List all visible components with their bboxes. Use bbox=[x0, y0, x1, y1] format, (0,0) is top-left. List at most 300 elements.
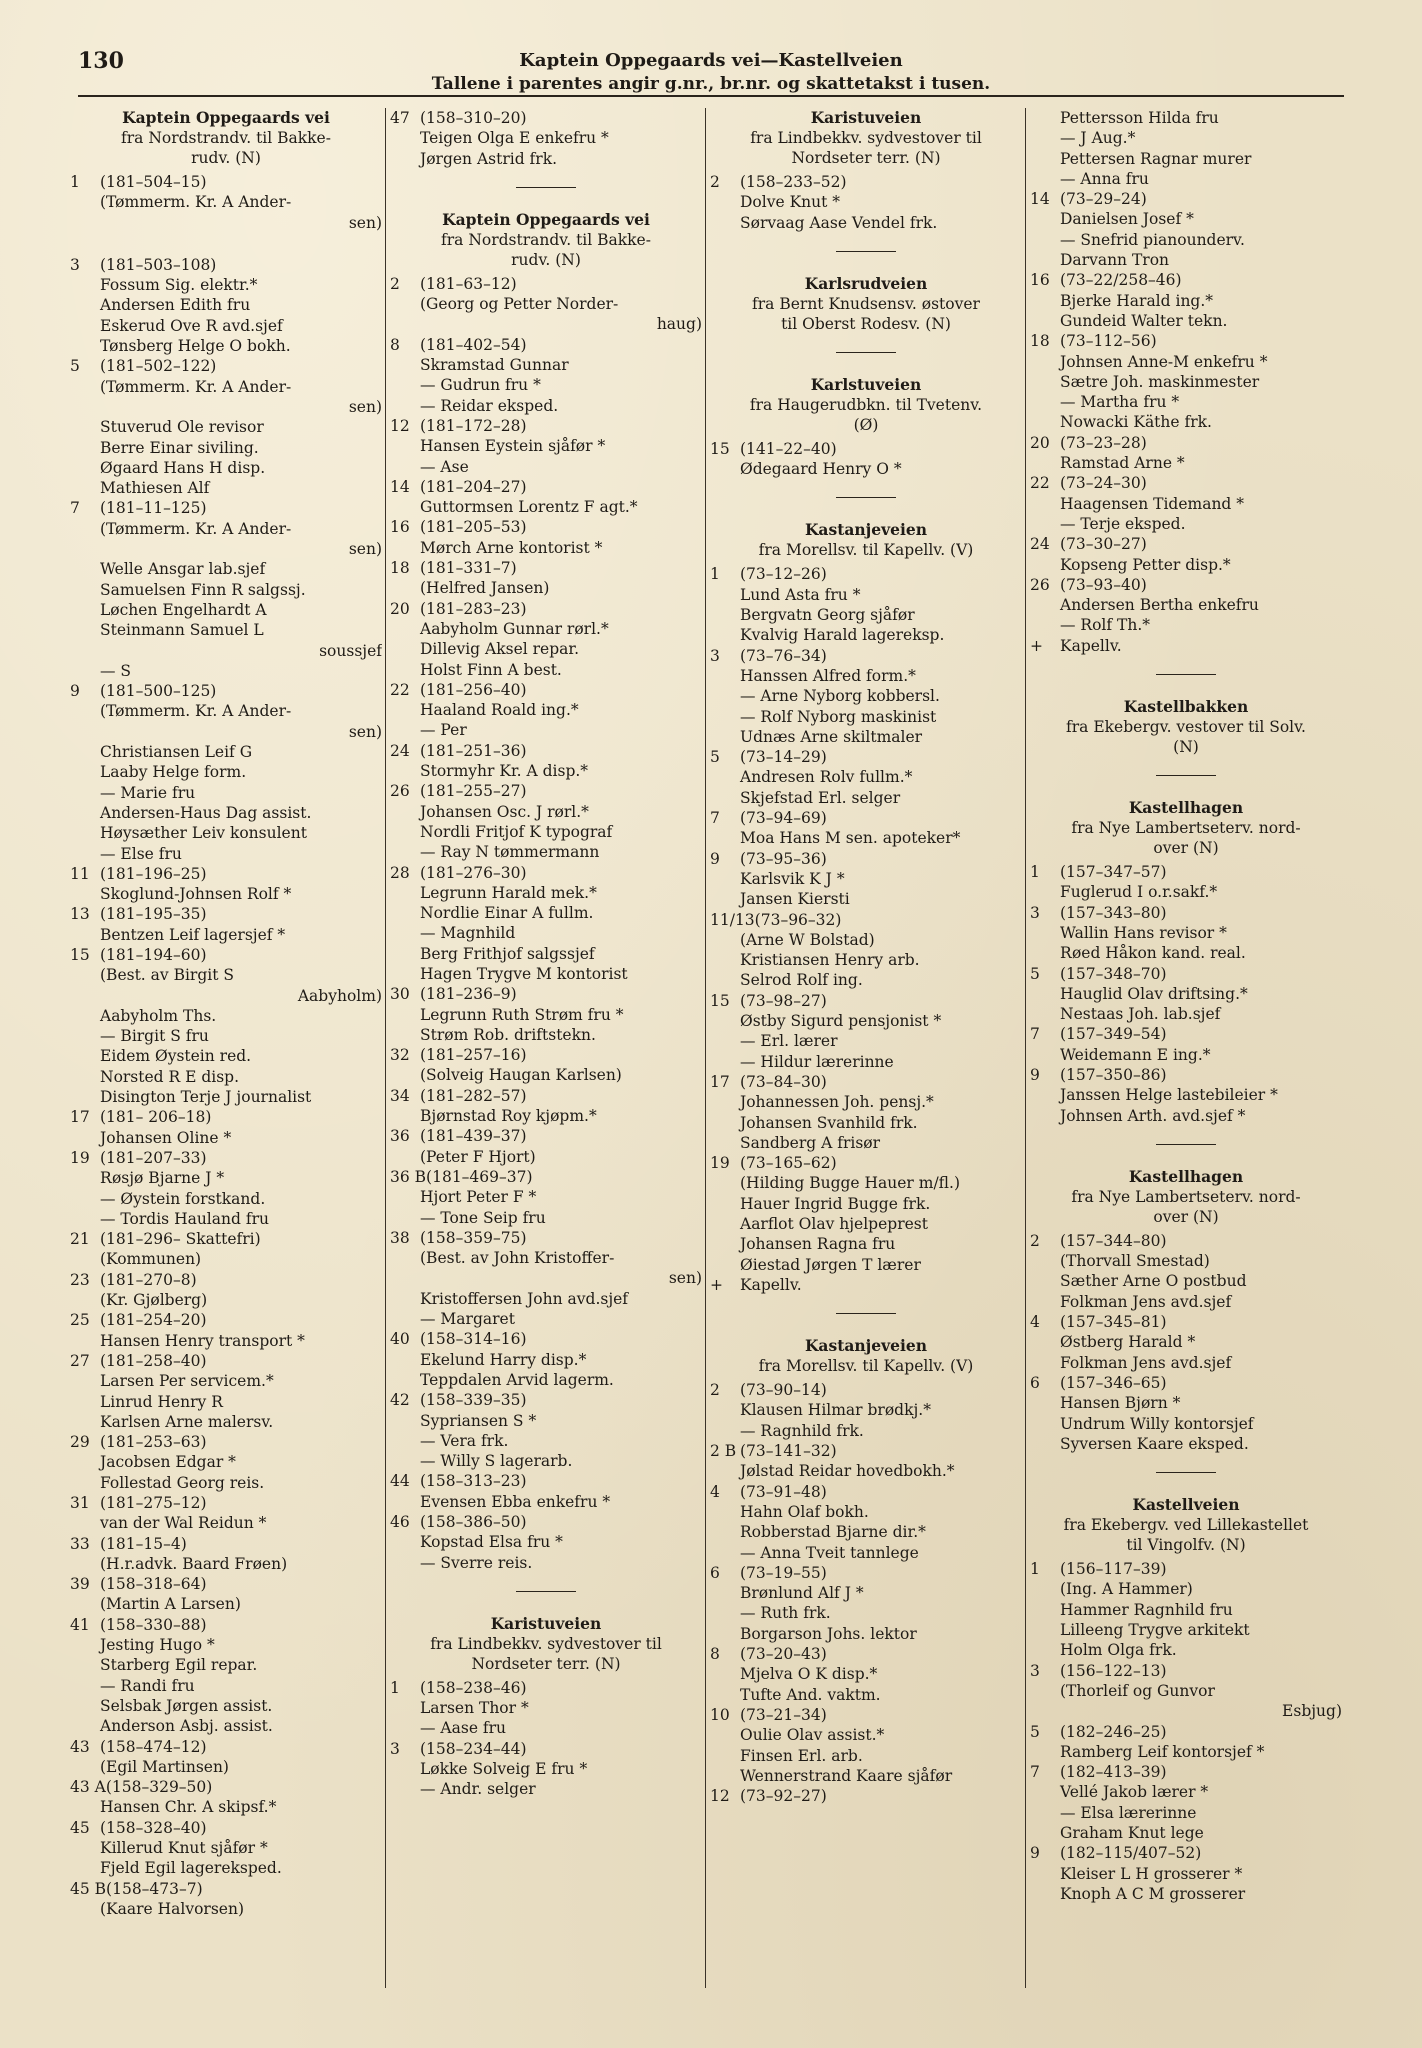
directory-entry bbox=[1030, 1884, 1342, 1904]
entry-continuation: soussjef bbox=[319, 641, 382, 660]
directory-entry bbox=[70, 438, 382, 458]
directory-entry bbox=[710, 849, 1022, 869]
directory-entry bbox=[1030, 1414, 1342, 1434]
entry-continuation: Aabyholm) bbox=[297, 986, 382, 1005]
section-divider bbox=[836, 1313, 896, 1314]
directory-entry bbox=[1030, 1292, 1342, 1312]
resident-name: Mørch Arne kontorist * bbox=[420, 538, 603, 557]
page-title: Kaptein Oppegaards vei—Kastellveien bbox=[519, 50, 903, 71]
entry-text: (181–11–125) bbox=[100, 499, 207, 518]
resident-name: Hansen Henry transport * bbox=[100, 1331, 305, 1350]
street-description: over (N) bbox=[1153, 1207, 1219, 1226]
resident-name: — Tordis Hauland fru bbox=[100, 1209, 269, 1228]
entry-text: (73–141–32) bbox=[740, 1442, 837, 1461]
resident-name: Holst Finn A best. bbox=[420, 660, 562, 679]
directory-entry bbox=[390, 1471, 702, 1491]
resident-name: (Kr. Gjølberg) bbox=[100, 1291, 208, 1310]
house-number: 3 bbox=[1030, 1661, 1040, 1680]
resident-name: Stormyhr Kr. A disp.* bbox=[420, 762, 589, 781]
directory-entry bbox=[710, 192, 1022, 212]
resident-name: Weidemann E ing.* bbox=[1060, 1045, 1211, 1064]
house-number: 2 bbox=[1030, 1231, 1040, 1250]
directory-entry bbox=[70, 1026, 382, 1046]
entry-text: (73–29–24) bbox=[1060, 190, 1147, 209]
house-number: 16 bbox=[390, 518, 410, 537]
directory-entry bbox=[1030, 1579, 1342, 1599]
resident-name: Johansen Osc. J rørl.* bbox=[420, 802, 589, 821]
directory-entry bbox=[390, 517, 702, 537]
resident-name: Mathiesen Alf bbox=[100, 479, 210, 498]
directory-entry bbox=[1030, 412, 1342, 432]
directory-entry bbox=[70, 1006, 382, 1026]
directory-entry bbox=[710, 1664, 1022, 1684]
directory-entry bbox=[390, 720, 702, 740]
street-description: fra Lindbekkv. sydvestover til bbox=[430, 1634, 662, 1653]
directory-entry bbox=[390, 761, 702, 781]
directory-entry bbox=[710, 707, 1022, 727]
resident-name: Oulie Olav assist.* bbox=[740, 1726, 885, 1745]
entry-text: (73–96–32) bbox=[754, 910, 842, 929]
resident-name: Ramstad Arne * bbox=[1060, 454, 1185, 473]
house-number: 7 bbox=[70, 499, 80, 518]
entry-text: (181–196–25) bbox=[100, 864, 207, 883]
entry-text: (73–165–62) bbox=[740, 1154, 837, 1173]
directory-entry bbox=[70, 1249, 382, 1269]
directory-entry bbox=[1030, 1701, 1342, 1721]
house-number: 9 bbox=[1030, 1844, 1040, 1863]
directory-entry bbox=[70, 1331, 382, 1351]
street-description: fra Ekebergv. ved Lillekastellet bbox=[1063, 1516, 1309, 1535]
directory-entry bbox=[1030, 1065, 1342, 1085]
directory-entry bbox=[390, 1718, 702, 1738]
directory-entry bbox=[390, 538, 702, 558]
directory-entry bbox=[390, 396, 702, 416]
directory-entry bbox=[70, 620, 382, 640]
resident-name: Johansen Ragna fru bbox=[740, 1235, 896, 1254]
resident-name: Legrunn Ruth Strøm fru * bbox=[420, 1005, 624, 1024]
street-description: Nordseter terr. (N) bbox=[791, 149, 941, 167]
entry-text: (73–92–27) bbox=[740, 1787, 827, 1806]
resident-name: Christiansen Leif G bbox=[100, 743, 253, 762]
entry-text: (73–14–29) bbox=[740, 748, 827, 767]
directory-entry bbox=[70, 1899, 382, 1919]
directory-entry bbox=[1030, 392, 1342, 412]
house-number: 22 bbox=[1030, 474, 1050, 493]
directory-entry bbox=[1030, 1864, 1342, 1884]
directory-entry bbox=[1030, 108, 1342, 128]
resident-name: Dolve Knut * bbox=[740, 193, 841, 212]
directory-entry bbox=[70, 580, 382, 600]
directory-entry bbox=[390, 680, 702, 700]
directory-entry bbox=[70, 1310, 382, 1330]
resident-name: Øgaard Hans H disp. bbox=[100, 458, 266, 477]
resident-name: — Erl. lærer bbox=[740, 1032, 838, 1051]
resident-name: (Best. av Birgit S bbox=[100, 966, 234, 985]
house-number: 20 bbox=[390, 599, 410, 618]
house-number: 14 bbox=[390, 477, 410, 496]
resident-name: Østberg Harald * bbox=[1060, 1333, 1196, 1352]
directory-entry bbox=[710, 1522, 1022, 1542]
directory-entry bbox=[710, 1766, 1022, 1786]
house-number: 31 bbox=[70, 1494, 90, 1512]
resident-name: Finsen Erl. arb. bbox=[740, 1746, 863, 1765]
entry-text: (157–349–54) bbox=[1060, 1025, 1167, 1044]
resident-name: Killerud Knut sjåfør * bbox=[100, 1839, 268, 1858]
street-name: Karistuveien bbox=[490, 1613, 602, 1633]
house-number: 13 bbox=[70, 905, 90, 924]
directory-entry bbox=[710, 727, 1022, 747]
resident-name: Jørgen Astrid frk. bbox=[420, 149, 558, 168]
resident-name: Evensen Ebba enkefru * bbox=[420, 1492, 611, 1511]
entry-text: (181–504–15) bbox=[100, 173, 207, 191]
directory-entry bbox=[710, 1421, 1022, 1441]
directory-entry bbox=[390, 149, 702, 169]
house-number: 1 bbox=[390, 1678, 400, 1697]
resident-name: Ekelund Harry disp.* bbox=[420, 1350, 587, 1369]
directory-entry bbox=[1030, 1251, 1342, 1271]
house-number: + bbox=[1030, 636, 1043, 655]
entry-text: (158–330–88) bbox=[100, 1615, 207, 1634]
street-name: Karlsrudveien bbox=[804, 273, 928, 293]
street-description: fra Morellsv. til Kapellv. (V) bbox=[758, 541, 974, 560]
directory-entry bbox=[70, 1452, 382, 1472]
directory-entry bbox=[390, 1086, 702, 1106]
directory-entry bbox=[70, 559, 382, 579]
entry-text: (73–22/258–46) bbox=[1060, 271, 1182, 290]
directory-entry bbox=[1030, 1559, 1342, 1579]
directory-entry bbox=[390, 274, 702, 294]
resident-name: — Marie fru bbox=[100, 783, 196, 802]
house-number: 3 bbox=[710, 646, 720, 665]
directory-entry bbox=[390, 883, 702, 903]
directory-entry bbox=[390, 375, 702, 395]
house-number: 23 bbox=[70, 1270, 90, 1289]
house-number: 19 bbox=[70, 1148, 90, 1167]
directory-entry bbox=[390, 1759, 702, 1779]
directory-entry bbox=[1030, 1661, 1342, 1681]
directory-entry bbox=[70, 498, 382, 518]
resident-name: Folkman Jens avd.sjef bbox=[1060, 1292, 1232, 1311]
entry-text: (141–22–40) bbox=[740, 439, 837, 458]
resident-name: Andersen-Haus Dag assist. bbox=[100, 803, 312, 822]
house-number: 6 bbox=[710, 1563, 720, 1582]
resident-name: (Peter F Hjort) bbox=[420, 1147, 536, 1166]
entry-text: (181–331–7) bbox=[420, 559, 517, 578]
directory-entry bbox=[390, 781, 702, 801]
house-number: 24 bbox=[1030, 535, 1050, 554]
resident-name: Sætre Joh. maskinmester bbox=[1060, 372, 1260, 391]
directory-entry bbox=[70, 519, 382, 539]
directory-entry bbox=[70, 356, 382, 376]
resident-name: Undrum Willy kontorsjef bbox=[1060, 1414, 1254, 1433]
resident-name: Aabyholm Ths. bbox=[100, 1006, 217, 1025]
house-number: 15 bbox=[70, 945, 90, 964]
entry-text: (181–253–63) bbox=[100, 1433, 207, 1452]
street-heading bbox=[1030, 1495, 1342, 1555]
resident-name: Jesting Hugo * bbox=[100, 1636, 215, 1655]
resident-name: Strøm Rob. driftstekn. bbox=[420, 1025, 596, 1044]
entry-text: (73–98–27) bbox=[740, 991, 827, 1010]
directory-entry bbox=[1030, 903, 1342, 923]
house-number: 34 bbox=[390, 1086, 410, 1105]
resident-name: Eskerud Ove R avd.sjef bbox=[100, 316, 283, 335]
house-number: 15 bbox=[710, 439, 730, 458]
directory-entry bbox=[1030, 149, 1342, 169]
resident-name: Welle Ansgar lab.sjef bbox=[100, 560, 266, 579]
directory-entry bbox=[70, 844, 382, 864]
entry-text: (181–402–54) bbox=[420, 335, 527, 354]
directory-entry bbox=[70, 1189, 382, 1209]
house-number: 36 bbox=[390, 1127, 410, 1146]
resident-name: Kristoffersen John avd.sjef bbox=[420, 1289, 629, 1308]
directory-entry bbox=[70, 965, 382, 985]
resident-name: Samuelsen Finn R salgssj. bbox=[100, 580, 306, 599]
directory-entry bbox=[70, 1513, 382, 1533]
entry-text: (156–117–39) bbox=[1060, 1560, 1167, 1579]
resident-name: Hauglid Olav driftsing.* bbox=[1060, 984, 1248, 1003]
directory-entry bbox=[70, 1838, 382, 1858]
resident-name: — Terje eksped. bbox=[1060, 514, 1186, 533]
directory-entry bbox=[390, 1532, 702, 1552]
house-number: 4 bbox=[710, 1482, 720, 1501]
resident-name: Hahn Olaf bokh. bbox=[740, 1502, 869, 1521]
directory-entry bbox=[710, 1052, 1022, 1072]
directory-entry bbox=[710, 1603, 1022, 1623]
resident-name: (Tømmerm. Kr. A Ander- bbox=[100, 702, 292, 721]
entry-text: (158–328–40) bbox=[100, 1818, 207, 1837]
directory-entry bbox=[390, 1779, 702, 1799]
directory-entry bbox=[710, 1543, 1022, 1563]
section-divider bbox=[1156, 674, 1216, 675]
resident-name: Løkke Solveig E fru * bbox=[420, 1760, 588, 1779]
directory-entry bbox=[710, 930, 1022, 950]
resident-name: — Margaret bbox=[420, 1310, 515, 1329]
resident-name: — Anna Tveit tannlege bbox=[740, 1543, 919, 1562]
house-number: 41 bbox=[70, 1615, 90, 1634]
resident-name: Eidem Øystein red. bbox=[100, 1047, 252, 1066]
directory-entry bbox=[710, 625, 1022, 645]
resident-name: Vellé Jakob lærer * bbox=[1060, 1783, 1209, 1802]
resident-name: Jacobsen Edgar * bbox=[100, 1453, 236, 1472]
house-number: 3 bbox=[70, 255, 80, 274]
house-number: 20 bbox=[1030, 433, 1050, 452]
entry-text: (181–195–35) bbox=[100, 905, 207, 924]
house-number: 5 bbox=[710, 748, 720, 767]
resident-name: Hansen Chr. A skipsf.* bbox=[100, 1798, 277, 1817]
entry-text: (181–15–4) bbox=[100, 1534, 187, 1553]
entry-text: (181–270–8) bbox=[100, 1270, 197, 1289]
resident-name: Berg Frithjof salgssjef bbox=[420, 944, 595, 963]
street-name: Kastellveien bbox=[1132, 1495, 1240, 1515]
entry-text: (158–474–12) bbox=[100, 1737, 207, 1756]
house-number: 26 bbox=[1030, 575, 1050, 594]
resident-name: Steinmann Samuel L bbox=[100, 621, 264, 640]
house-number: 17 bbox=[70, 1108, 90, 1127]
directory-entry bbox=[390, 984, 702, 1004]
directory-entry bbox=[70, 1148, 382, 1168]
page-header bbox=[78, 44, 1344, 96]
directory-entry bbox=[1030, 352, 1342, 372]
directory-entry bbox=[710, 1461, 1022, 1481]
resident-name: Starberg Egil repar. bbox=[100, 1656, 258, 1675]
entry-continuation: sen) bbox=[668, 1269, 702, 1288]
house-number: 16 bbox=[1030, 271, 1050, 290]
directory-entry bbox=[70, 316, 382, 336]
directory-entry bbox=[390, 578, 702, 598]
resident-name: Stuverud Ole revisor bbox=[100, 418, 264, 437]
resident-name: — Tone Seip fru bbox=[420, 1208, 546, 1227]
resident-name: Bjerke Harald ing.* bbox=[1060, 291, 1214, 310]
directory-entry bbox=[70, 1046, 382, 1066]
directory-entry bbox=[70, 336, 382, 356]
street-heading bbox=[710, 108, 1022, 168]
directory-entry bbox=[390, 1106, 702, 1126]
directory-entry bbox=[70, 1818, 382, 1838]
directory-entry bbox=[70, 600, 382, 620]
resident-name: Kopseng Petter disp.* bbox=[1060, 555, 1231, 574]
house-number: 5 bbox=[1030, 964, 1040, 983]
street-heading bbox=[1030, 1167, 1342, 1227]
section-divider bbox=[1156, 1472, 1216, 1473]
entry-text: (181–207–33) bbox=[100, 1148, 207, 1167]
directory-entry bbox=[390, 108, 702, 128]
directory-entry bbox=[70, 1655, 382, 1675]
directory-entry bbox=[70, 864, 382, 884]
resident-name: Nordli Fritjof K typograf bbox=[420, 822, 613, 841]
resident-name: Hammer Ragnhild fru bbox=[1060, 1600, 1233, 1619]
resident-name: Hanssen Alfred form.* bbox=[740, 666, 916, 685]
resident-name: Johnsen Arth. avd.sjef * bbox=[1060, 1106, 1246, 1125]
entry-text: (73–84–30) bbox=[740, 1072, 827, 1091]
directory-entry bbox=[70, 722, 382, 742]
directory-entry bbox=[710, 788, 1022, 808]
entry-text: (158–386–50) bbox=[420, 1513, 527, 1531]
directory-entry bbox=[390, 660, 702, 680]
directory-entry bbox=[390, 923, 702, 943]
directory-entry bbox=[1030, 1004, 1342, 1024]
resident-name: Sypriansen S * bbox=[420, 1411, 537, 1430]
street-description: fra Bernt Knudsensv. østover bbox=[752, 294, 980, 313]
directory-entry bbox=[710, 747, 1022, 767]
directory-entry bbox=[710, 605, 1022, 625]
directory-entry bbox=[390, 1268, 702, 1288]
directory-entry bbox=[710, 1031, 1022, 1051]
house-number: 24 bbox=[390, 741, 410, 760]
house-number: 11/13 bbox=[710, 910, 755, 929]
resident-name: Fjeld Egil lagereksped. bbox=[100, 1859, 282, 1878]
resident-name: Ødegaard Henry O * bbox=[740, 460, 902, 479]
directory-entry bbox=[1030, 1434, 1342, 1454]
resident-name: (Tømmerm. Kr. A Ander- bbox=[100, 377, 292, 396]
resident-name: Guttormsen Lorentz F agt.* bbox=[420, 498, 638, 517]
entry-text: (73–95–36) bbox=[740, 849, 827, 868]
directory-entry bbox=[1030, 1271, 1342, 1291]
resident-name: Larsen Per servicem.* bbox=[100, 1372, 274, 1391]
directory-entry bbox=[70, 1574, 382, 1594]
entry-text: (157–344–80) bbox=[1060, 1231, 1167, 1250]
resident-name: Graham Knut lege bbox=[1060, 1824, 1204, 1842]
resident-name: Jølstad Reidar hovedbokh.* bbox=[740, 1462, 955, 1481]
entry-text: (158–339–35) bbox=[420, 1391, 527, 1410]
directory-entry bbox=[70, 1635, 382, 1655]
resident-name: Johansen Oline * bbox=[100, 1128, 232, 1147]
directory-entry bbox=[710, 889, 1022, 909]
directory-entry bbox=[390, 128, 702, 148]
directory-entry bbox=[710, 1583, 1022, 1603]
resident-name: Hauer Ingrid Bugge frk. bbox=[740, 1194, 931, 1213]
section-divider bbox=[1156, 1144, 1216, 1145]
directory-entry bbox=[710, 172, 1022, 192]
resident-name: Berre Einar siviling. bbox=[100, 438, 259, 457]
street-heading bbox=[1030, 697, 1342, 757]
entry-text: (181–439–37) bbox=[420, 1127, 527, 1146]
house-number: 8 bbox=[390, 335, 400, 354]
street-name: Kastellhagen bbox=[1128, 798, 1244, 818]
house-number: 9 bbox=[710, 849, 720, 868]
directory-entry bbox=[1030, 433, 1342, 453]
resident-name: Aabyholm Gunnar rørl.* bbox=[420, 619, 609, 638]
resident-name: Haaland Roald ing.* bbox=[420, 701, 579, 720]
directory-entry bbox=[710, 1133, 1022, 1153]
entry-text: (181–255–27) bbox=[420, 782, 527, 801]
house-number: 4 bbox=[1030, 1313, 1040, 1332]
directory-entry bbox=[710, 991, 1022, 1011]
resident-name: (Tømmerm. Kr. A Ander- bbox=[100, 519, 292, 538]
directory-entry bbox=[1030, 1681, 1342, 1701]
resident-name: — Martha fru * bbox=[1060, 393, 1180, 412]
resident-name: Øiestad Jørgen T lærer bbox=[740, 1255, 921, 1274]
house-number: 10 bbox=[710, 1705, 730, 1724]
directory-entry bbox=[710, 459, 1022, 479]
entry-text: (157–347–57) bbox=[1060, 863, 1167, 882]
directory-entry bbox=[70, 1412, 382, 1432]
resident-name: Wennerstrand Kaare sjåfør bbox=[740, 1766, 953, 1785]
directory-entry bbox=[390, 335, 702, 355]
directory-entry bbox=[70, 1594, 382, 1614]
resident-name: Tønsberg Helge O bokh. bbox=[100, 337, 291, 356]
page-number: 130 bbox=[78, 48, 124, 74]
entry-continuation: sen) bbox=[348, 722, 382, 741]
house-number: 8 bbox=[710, 1645, 720, 1664]
directory-entry bbox=[1030, 250, 1342, 270]
resident-name: Kleiser L H grosserer * bbox=[1060, 1864, 1243, 1883]
directory-entry bbox=[710, 1441, 1022, 1461]
entry-text: (181– 206–18) bbox=[100, 1108, 212, 1127]
resident-name: Skoglund-Johnsen Rolf * bbox=[100, 885, 292, 904]
directory-entry bbox=[70, 661, 382, 681]
directory-entry bbox=[1030, 964, 1342, 984]
directory-entry bbox=[710, 1502, 1022, 1522]
resident-name: Legrunn Harald mek.* bbox=[420, 883, 597, 902]
resident-name: — Ase bbox=[420, 457, 469, 476]
resident-name: Ramberg Leif kontorsjef * bbox=[1060, 1742, 1265, 1761]
directory-entry bbox=[70, 417, 382, 437]
entry-text: (158–233–52) bbox=[740, 173, 847, 191]
directory-entry bbox=[710, 439, 1022, 459]
directory-entry bbox=[70, 1696, 382, 1716]
directory-entry bbox=[390, 1187, 702, 1207]
directory-entry bbox=[710, 1705, 1022, 1725]
entry-text: (181–258–40) bbox=[100, 1351, 207, 1370]
entry-text: (73–20–43) bbox=[740, 1645, 827, 1664]
house-number: 3 bbox=[390, 1739, 400, 1758]
house-number: 5 bbox=[70, 357, 80, 376]
directory-entry bbox=[390, 477, 702, 497]
entry-text: (181–282–57) bbox=[420, 1086, 527, 1105]
street-heading bbox=[710, 1336, 1022, 1376]
directory-entry bbox=[710, 950, 1022, 970]
directory-entry bbox=[70, 945, 382, 965]
